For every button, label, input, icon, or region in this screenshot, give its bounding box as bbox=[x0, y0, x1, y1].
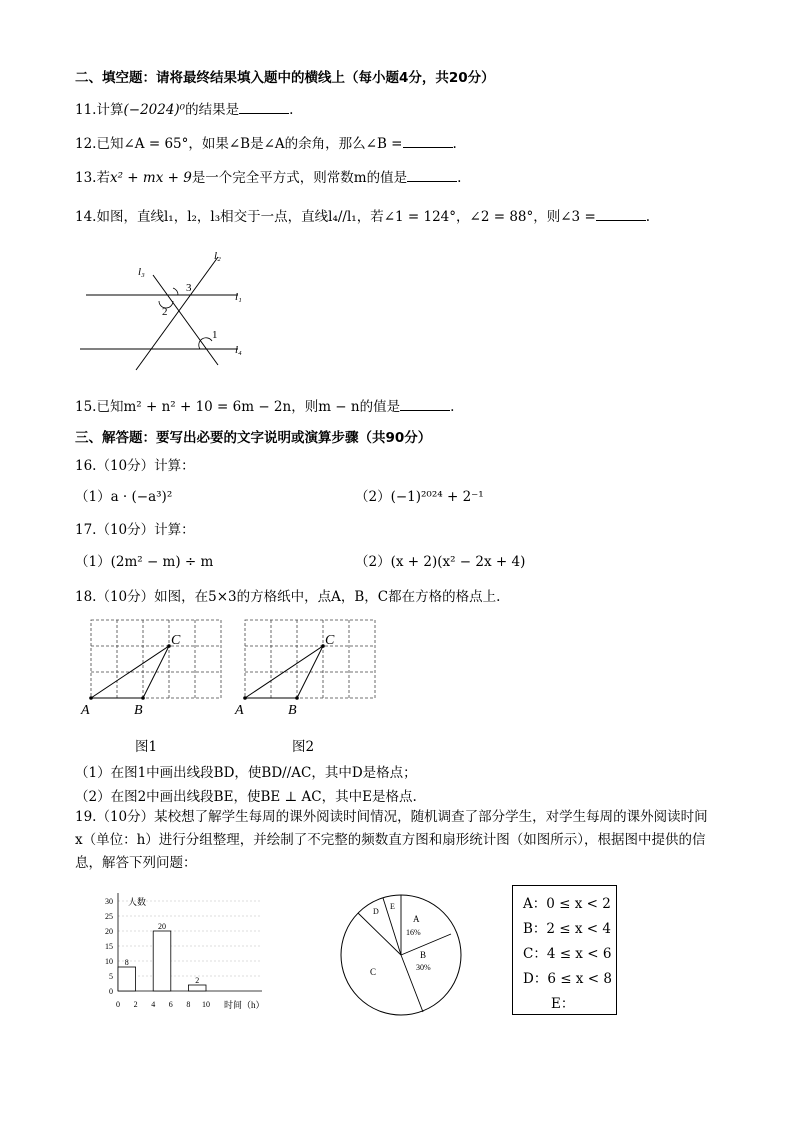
answer-blank[interactable] bbox=[403, 135, 453, 148]
pie-chart bbox=[338, 892, 468, 1022]
y-tick-label: 30 bbox=[105, 897, 113, 906]
label-l2: l₂ bbox=[214, 250, 221, 262]
line-l2 bbox=[136, 257, 218, 370]
angle-3-arc bbox=[173, 288, 178, 295]
label-l1: l₁ bbox=[235, 291, 242, 303]
label-angle-1: 1 bbox=[212, 329, 218, 341]
pie-pct-b: 30% bbox=[416, 963, 431, 972]
point-b bbox=[141, 696, 145, 700]
q18-part1: （1）在图1中画出线段BD，使BD//AC，其中D是格点； bbox=[75, 765, 417, 781]
answer-blank[interactable] bbox=[400, 398, 450, 411]
section3-heading: 三、解答题：要写出必要的文字说明或演算步骤（共90分） bbox=[75, 430, 432, 446]
group-legend bbox=[512, 885, 617, 1015]
y-tick-label: 20 bbox=[105, 927, 113, 936]
question-14: 14.如图，直线l₁，l₂，l₃相交于一点，直线l₄//l₁，若∠1 = 124°，∠2 = 88°，则∠3 = . bbox=[75, 209, 651, 225]
label-l3: l₃ bbox=[138, 266, 145, 278]
x-tick-label: 2 bbox=[133, 1000, 138, 1009]
y-tick-label: 15 bbox=[105, 942, 113, 951]
q17-title: 17.（10分）计算： bbox=[75, 522, 195, 538]
y-tick-label: 25 bbox=[105, 912, 113, 921]
label-angle-3: 3 bbox=[186, 282, 192, 294]
answer-blank[interactable] bbox=[596, 208, 646, 221]
x-tick-label: 0 bbox=[116, 1000, 120, 1009]
label-angle-2: 2 bbox=[162, 306, 168, 318]
point-a bbox=[243, 696, 247, 700]
fig2-caption: 图2 bbox=[292, 739, 315, 755]
frequency-histogram bbox=[90, 885, 280, 1025]
svg-text:B: B bbox=[134, 703, 143, 718]
section2-heading: 二、填空题：请将最终结果填入题中的横线上（每小题4分，共20分） bbox=[75, 70, 495, 86]
svg-text:B: B bbox=[288, 703, 297, 718]
legend-a: A：0 ≤ x < 2 bbox=[523, 896, 611, 912]
q16-part2: （2）(−1)²⁰²⁴ + 2⁻¹ bbox=[355, 489, 484, 505]
histogram-bar bbox=[118, 967, 136, 991]
q17-part2: （2）(x + 2)(x² − 2x + 4) bbox=[355, 554, 526, 570]
q17-part1: （1）(2m² − m) ÷ m bbox=[75, 554, 214, 570]
pie-label-b: B bbox=[420, 950, 427, 960]
histogram-bar bbox=[153, 931, 171, 991]
x-tick-label: 8 bbox=[186, 1000, 191, 1009]
svg-text:C: C bbox=[325, 633, 335, 648]
x-tick-label: 4 bbox=[151, 1000, 156, 1009]
q11-expression: (−2024)⁰ bbox=[123, 102, 186, 118]
q18-figure-2 bbox=[232, 612, 382, 722]
pie-label-c: C bbox=[370, 967, 377, 977]
legend-b: B：2 ≤ x < 4 bbox=[523, 921, 612, 937]
bar-value-label: 20 bbox=[158, 922, 166, 931]
q12-expression: ∠A = 65°，如果∠B是∠A的余角，那么∠B = bbox=[123, 136, 403, 152]
q18-figure-1 bbox=[78, 612, 228, 722]
legend-e: E： bbox=[551, 996, 575, 1012]
x-tick-label: 10 bbox=[202, 1000, 210, 1009]
q16-title: 16.（10分）计算： bbox=[75, 458, 195, 474]
histogram-bar bbox=[188, 985, 206, 991]
point-a bbox=[89, 696, 93, 700]
svg-text:A: A bbox=[235, 703, 244, 718]
y-tick-label: 0 bbox=[109, 987, 113, 996]
x-axis-label: 时间（h） bbox=[224, 1000, 265, 1010]
svg-text:A: A bbox=[81, 703, 90, 718]
bar-value-label: 8 bbox=[124, 958, 129, 967]
y-tick-label: 5 bbox=[109, 972, 113, 981]
pie-pct-a: 16% bbox=[406, 928, 421, 937]
pie-label-d: D bbox=[373, 907, 379, 916]
q11-prefix: 11.计算 bbox=[75, 102, 124, 118]
q11-suffix: 的结果是 bbox=[185, 102, 240, 118]
label-l4: l₄ bbox=[235, 344, 242, 356]
bar-value-label: 2 bbox=[195, 976, 200, 985]
question-13: 13.若x² + mx + 9是一个完全平方式，则常数m的值是 . bbox=[75, 170, 462, 186]
q16-part1: （1）a · (−a³)² bbox=[75, 489, 173, 505]
question-12: 12.已知∠A = 65°，如果∠B是∠A的余角，那么∠B = . bbox=[75, 136, 457, 152]
question-11: 11.计算(−2024)⁰的结果是 . bbox=[75, 102, 294, 118]
fig1-caption: 图1 bbox=[135, 739, 158, 755]
question-15: 15.已知m² + n² + 10 = 6m − 2n，则m − n的值是 . bbox=[75, 399, 455, 415]
pie-label-a: A bbox=[413, 914, 420, 924]
svg-text:C: C bbox=[171, 633, 181, 648]
legend-c: C：4 ≤ x < 6 bbox=[523, 946, 612, 962]
pie-label-e: E bbox=[390, 902, 395, 911]
q14-lines-figure bbox=[78, 245, 258, 375]
q18-title: 18.（10分）如图，在5×3的方格纸中，点A，B，C都在方格的格点上. bbox=[75, 589, 501, 605]
x-tick-label: 6 bbox=[168, 1000, 173, 1009]
q18-part2: （2）在图2中画出线段BE，使BE ⊥ AC，其中E是格点. bbox=[75, 789, 417, 805]
answer-blank[interactable] bbox=[407, 169, 457, 182]
legend-d: D：6 ≤ x < 8 bbox=[523, 971, 612, 987]
y-axis-label: 人数 bbox=[128, 897, 147, 907]
point-b bbox=[295, 696, 299, 700]
y-tick-label: 10 bbox=[105, 957, 113, 966]
answer-blank[interactable] bbox=[239, 101, 289, 114]
q13-expression: x² + mx + 9 bbox=[109, 170, 192, 186]
q19-text: 19.（10分）某校想了解学生每周的课外阅读时间情况，随机调查了部分学生，对学生每周的课外阅读时间x（单位：h）进行分组整理，并绘制了不完整的频数直方图和扇形统计图（如图所示），根据图中提供的信息，解答下列问题： bbox=[75, 809, 708, 871]
